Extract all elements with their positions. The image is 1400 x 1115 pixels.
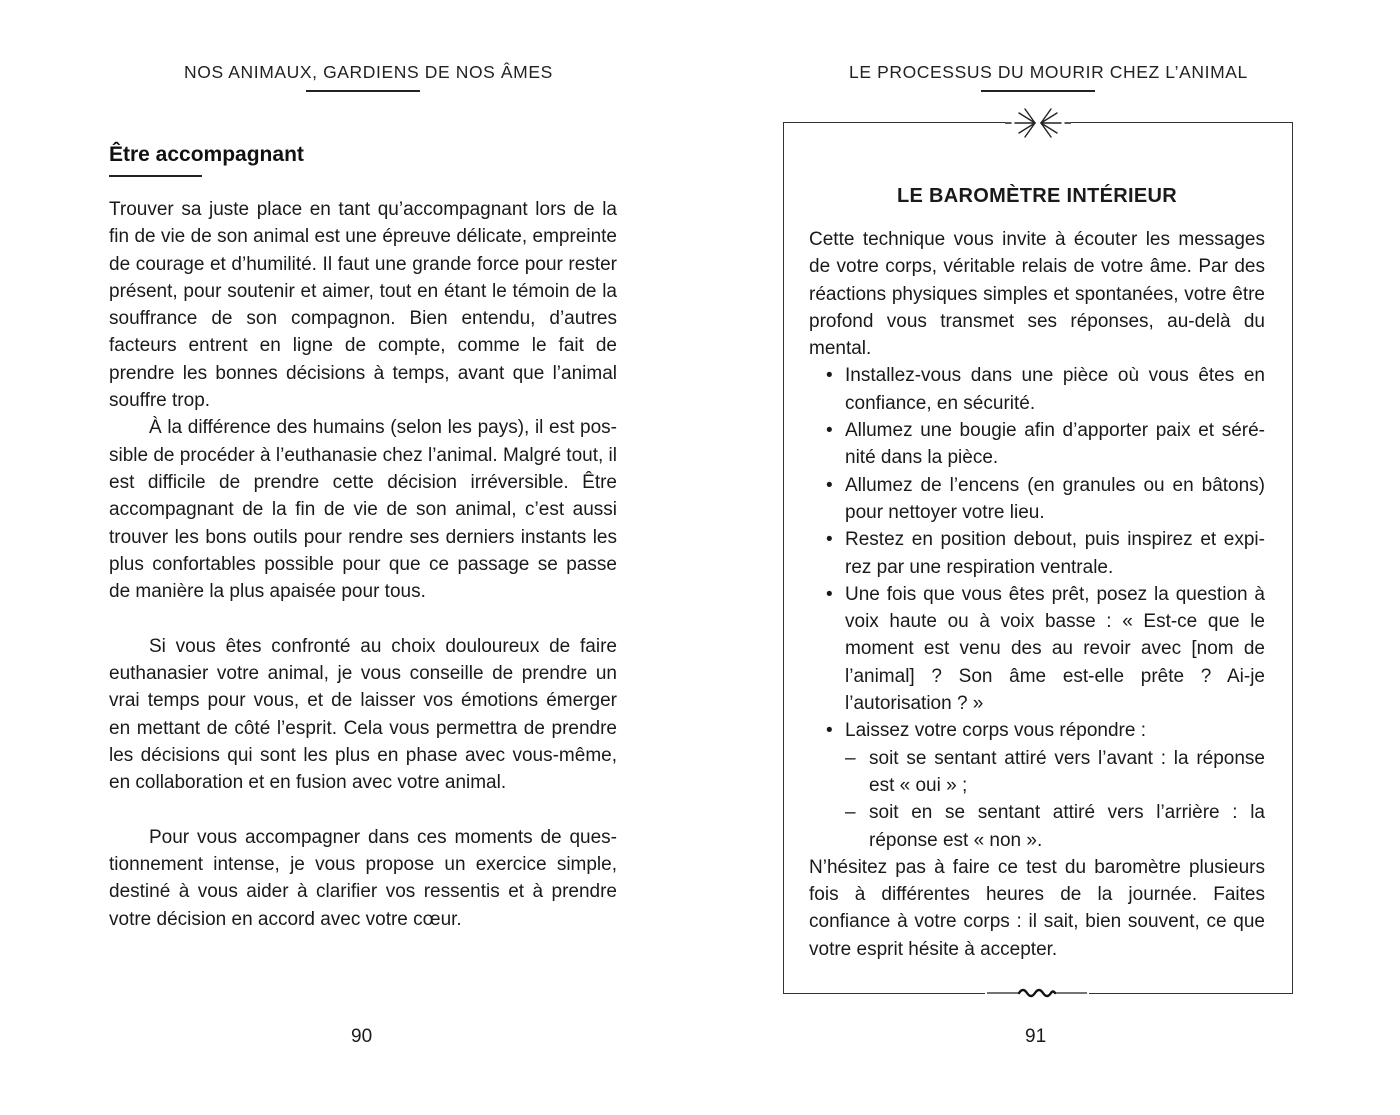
right-page [700,0,1400,1115]
body-text [109,196,617,933]
running-head-right: LE PROCESSUS DU MOURIR CHEZ L’ANIMAL [849,62,1248,82]
paragraph: Trouver sa juste place en tant qu’accompagnant lors de la fin de vie de son animal est une épreuve délicate, empreinte de courage et d’humilité. Il faut une grande force pour rester présent, pour soutenir et aimer, tout en étant le témoin de la souffrance de son compagnon. Bien entendu, d’autres facteurs entrent en ligne de compte, comme le fait de prendre les bonnes décisions à temps, avant que l’animal souffre trop. [109,199,617,412]
wave-ornament-icon [985,984,1089,1002]
running-head-left: NOS ANIMAUX, GARDIENS DE NOS ÂMES [184,62,553,82]
paragraph: Pour vous accompagner dans ces moments de questionnement intense, je vous propose un exercice simple, destiné à vous aider à clarifier vos ressentis et à prendre votre décision en accord avec votre cœur. [109,826,617,930]
paragraph: Si vous êtes confronté au choix douloureux de faire euthanasier votre animal, je vous conseille de prendre un vrai temps pour vous, et de laisser vos émotions émerger en mettant de côté l’esprit. Cela vous permettra de prendre les décisions qui sont les plus en phase avec vous-même, en collaboration et en fusion avec votre animal. [109,635,617,794]
page-number: 91 [1025,1026,1047,1047]
section-title: Être accompagnant [109,143,304,166]
list-item: • Allumez de l’encens (en granules ou en bâtons) pour nettoyer votre lieu. [809,472,1265,527]
bullet-list [809,362,1265,853]
sub-list-item: – soit se sentant attiré vers l’avant : la réponse est « oui » ; [809,745,1265,800]
box-intro: Cette technique vous invite à écouter les messages de votre corps, véritable relais de votre âme. Par des réactions physiques simples et spontanées, votre être profond vous transmet ses réponses, au-delà du mental. [809,229,1265,360]
list-item: • Installez-vous dans une pièce où vous êtes en confiance, en sécurité. [809,362,1265,417]
running-head-rule [306,90,420,92]
list-item: • Une fois que vous êtes prêt, posez la question à voix haute ou à voix basse : « Est-ce que le moment est venu des au revoir avec [nom de l’animal] ? Son âme est-elle prête ? Ai-je l’autorisation ? » [809,581,1265,717]
list-item-with-sublist [809,717,1265,853]
list-item-label: Laissez votre corps vous répondre : [845,720,1146,742]
section-title-underline [109,175,202,177]
box-outro: N’hésitez pas à faire ce test du baromètre plusieurs fois à différentes heures de la journée. Faites confiance à votre corps : il sait, bien souvent, ce que votre esprit hésite à accepter. [809,856,1265,960]
list-item: • Restez en position debout, puis inspirez et expirez par une respiration ventrale. [809,526,1265,581]
sub-list-item: – soit en se sentant attiré vers l’arrière : la réponse est « non ». [809,799,1265,854]
paragraph: À la différence des humains (selon les pays), il est possible de procéder à l’euthanasie chez l’animal. Malgré tout, il est difficile de prendre cette décision irréversible. Être accompagnant de la fin de vie de son animal, c’est aussi trouver les bons outils pour rendre ses derniers instants les plus confortables possible pour que ce passage se passe de manière la plus apaisée pour tous. [109,417,617,603]
list-item: • Allumez une bougie afin d’apporter paix et sérénité dans la pièce. [809,417,1265,472]
running-head-rule [981,90,1095,92]
page-number: 90 [351,1026,373,1047]
starburst-ornament-icon [1005,105,1071,141]
box-title: LE BAROMÈTRE INTÉRIEUR [897,185,1177,207]
dash-list [845,745,1265,854]
box-text [809,226,1265,963]
